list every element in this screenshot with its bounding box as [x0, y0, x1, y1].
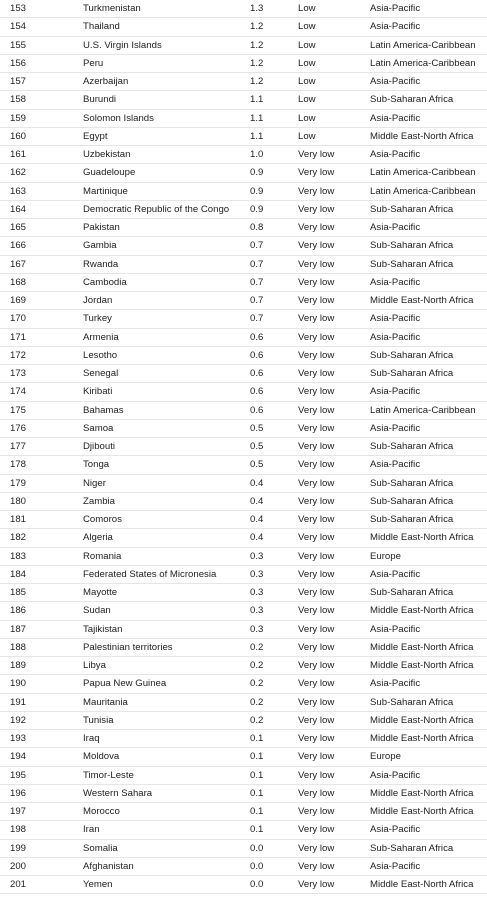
country-cell: Democratic Republic of the Congo [83, 203, 230, 215]
region-cell: Asia-Pacific [370, 222, 421, 233]
rank-cell: 183 [10, 550, 27, 562]
level-cell: Very low [298, 714, 335, 726]
rank-cell: 189 [10, 660, 27, 671]
score-cell: 0.4 [250, 514, 264, 525]
table-row [0, 529, 487, 547]
score-cell: 0.7 [250, 240, 264, 252]
score-cell: 0.2 [250, 714, 264, 726]
region-cell: Asia-Pacific [370, 3, 421, 14]
country-cell: Uzbekistan [83, 149, 131, 160]
level-cell: Very low [298, 368, 335, 379]
table-row [0, 164, 487, 182]
rank-cell: 172 [10, 349, 27, 361]
table-row [0, 365, 487, 383]
score-cell: 0.7 [250, 276, 264, 288]
rank-cell: 162 [10, 167, 27, 179]
score-cell: 0.7 [250, 313, 264, 325]
score-cell: 1.0 [250, 149, 264, 160]
table-row [0, 91, 487, 109]
country-cell: Palestinian territories [83, 641, 173, 653]
country-cell: Romania [83, 550, 122, 562]
country-cell: Bahamas [83, 404, 124, 416]
country-cell: Tunisia [83, 714, 114, 726]
rank-cell: 200 [10, 860, 27, 872]
level-cell: Very low [298, 514, 335, 525]
score-cell: 0.2 [250, 660, 264, 671]
region-cell: Sub-Saharan Africa [370, 477, 454, 489]
table-row [0, 566, 487, 584]
level-cell: Very low [298, 185, 335, 197]
region-cell: Latin America-Caribbean [370, 167, 476, 179]
region-cell: Middle East-North Africa [370, 532, 474, 544]
rank-cell: 187 [10, 623, 27, 635]
rank-cell: 198 [10, 824, 27, 836]
level-cell: Very low [298, 313, 335, 325]
table-row [0, 183, 487, 201]
rank-cell: 157 [10, 76, 27, 87]
rank-cell: 169 [10, 295, 27, 306]
level-cell: Low [298, 76, 316, 87]
level-cell: Very low [298, 203, 335, 215]
country-cell: Burundi [83, 94, 117, 106]
rank-cell: 179 [10, 477, 27, 489]
country-cell: Mauritania [83, 696, 128, 708]
score-cell: 0.3 [250, 587, 264, 598]
score-cell: 1.2 [250, 57, 264, 69]
country-cell: Mayotte [83, 587, 118, 598]
region-cell: Latin America-Caribbean [370, 57, 476, 69]
score-cell: 0.3 [250, 568, 264, 580]
country-cell: Algeria [83, 532, 113, 544]
table-row [0, 803, 487, 821]
table-row [0, 730, 487, 748]
level-cell: Very low [298, 495, 335, 507]
region-cell: Middle East-North Africa [370, 641, 474, 653]
region-cell: Asia-Pacific [370, 860, 421, 872]
score-cell: 0.4 [250, 477, 264, 489]
country-cell: Tonga [83, 459, 110, 471]
level-cell: Low [298, 112, 316, 124]
score-cell: 0.6 [250, 368, 264, 379]
region-cell: Asia-Pacific [370, 568, 421, 580]
region-cell: Middle East-North Africa [370, 806, 474, 817]
table-row [0, 694, 487, 712]
country-cell: Morocco [83, 806, 120, 817]
country-cell: Martinique [83, 185, 128, 197]
table-row [0, 712, 487, 730]
region-cell: Latin America-Caribbean [370, 39, 476, 51]
rank-cell: 153 [10, 3, 27, 14]
rank-cell: 163 [10, 185, 27, 197]
score-cell: 0.9 [250, 185, 264, 197]
table-row [0, 383, 487, 401]
country-cell: Federated States of Micronesia [83, 568, 217, 580]
table-row [0, 329, 487, 347]
rank-cell: 192 [10, 714, 27, 726]
score-cell: 0.1 [250, 787, 264, 799]
rank-cell: 174 [10, 386, 27, 398]
country-cell: Papua New Guinea [83, 678, 167, 690]
region-cell: Asia-Pacific [370, 149, 421, 160]
table-row [0, 548, 487, 566]
rank-cell: 186 [10, 605, 27, 617]
level-cell: Very low [298, 733, 335, 744]
rank-cell: 193 [10, 733, 27, 744]
region-cell: Asia-Pacific [370, 313, 421, 325]
level-cell: Very low [298, 806, 335, 817]
score-cell: 0.9 [250, 167, 264, 179]
level-cell: Low [298, 3, 316, 14]
country-cell: Moldova [83, 751, 120, 763]
country-cell: Turkmenistan [83, 3, 141, 14]
table-row [0, 748, 487, 766]
score-cell: 0.0 [250, 879, 264, 890]
table-row [0, 37, 487, 55]
rank-cell: 160 [10, 130, 27, 142]
table-row [0, 438, 487, 456]
table-row [0, 767, 487, 785]
region-cell: Europe [370, 550, 401, 562]
score-cell: 0.3 [250, 623, 264, 635]
region-cell: Sub-Saharan Africa [370, 258, 454, 270]
level-cell: Very low [298, 532, 335, 544]
region-cell: Sub-Saharan Africa [370, 441, 454, 452]
level-cell: Very low [298, 441, 335, 452]
table-row [0, 256, 487, 274]
table-row [0, 55, 487, 73]
table-row [0, 18, 487, 36]
table-row [0, 402, 487, 420]
country-cell: Sudan [83, 605, 111, 617]
table-row [0, 657, 487, 675]
score-cell: 0.3 [250, 550, 264, 562]
level-cell: Very low [298, 167, 335, 179]
country-cell: Afghanistan [83, 860, 134, 872]
score-cell: 0.6 [250, 331, 264, 343]
table-row [0, 858, 487, 876]
score-cell: 1.1 [250, 130, 264, 142]
rank-cell: 176 [10, 422, 27, 434]
level-cell: Very low [298, 879, 335, 890]
country-cell: Guadeloupe [83, 167, 136, 179]
table-row [0, 146, 487, 164]
country-cell: Comoros [83, 514, 122, 525]
score-cell: 0.5 [250, 441, 264, 452]
rank-cell: 168 [10, 276, 27, 288]
region-cell: Sub-Saharan Africa [370, 368, 454, 379]
level-cell: Very low [298, 386, 335, 398]
region-cell: Sub-Saharan Africa [370, 349, 454, 361]
score-cell: 0.6 [250, 386, 264, 398]
region-cell: Sub-Saharan Africa [370, 842, 454, 854]
level-cell: Very low [298, 240, 335, 252]
region-cell: Europe [370, 751, 401, 763]
country-cell: Iraq [83, 733, 100, 744]
region-cell: Asia-Pacific [370, 623, 421, 635]
region-cell: Sub-Saharan Africa [370, 587, 454, 598]
level-cell: Low [298, 94, 316, 106]
country-cell: Turkey [83, 313, 112, 325]
score-cell: 0.5 [250, 422, 264, 434]
region-cell: Asia-Pacific [370, 824, 421, 836]
region-cell: Asia-Pacific [370, 769, 421, 781]
country-cell: Egypt [83, 130, 108, 142]
region-cell: Latin America-Caribbean [370, 185, 476, 197]
level-cell: Very low [298, 349, 335, 361]
region-cell: Middle East-North Africa [370, 295, 474, 306]
table-row [0, 128, 487, 146]
rank-cell: 164 [10, 203, 27, 215]
table-row [0, 840, 487, 858]
level-cell: Very low [298, 623, 335, 635]
rank-cell: 201 [10, 879, 27, 890]
table-row [0, 201, 487, 219]
country-cell: Rwanda [83, 258, 119, 270]
country-cell: Kiribati [83, 386, 113, 398]
table-row [0, 821, 487, 839]
region-cell: Sub-Saharan Africa [370, 240, 454, 252]
score-cell: 0.1 [250, 733, 264, 744]
level-cell: Very low [298, 477, 335, 489]
level-cell: Very low [298, 295, 335, 306]
table-row [0, 675, 487, 693]
table-row [0, 310, 487, 328]
level-cell: Very low [298, 459, 335, 471]
score-cell: 0.1 [250, 751, 264, 763]
country-cell: Libya [83, 660, 106, 671]
rank-cell: 184 [10, 568, 27, 580]
level-cell: Very low [298, 587, 335, 598]
region-cell: Asia-Pacific [370, 112, 421, 124]
country-cell: Cambodia [83, 276, 127, 288]
rank-cell: 171 [10, 331, 27, 343]
region-cell: Sub-Saharan Africa [370, 203, 454, 215]
score-cell: 0.2 [250, 696, 264, 708]
table-row [0, 602, 487, 620]
level-cell: Very low [298, 769, 335, 781]
region-cell: Asia-Pacific [370, 422, 421, 434]
level-cell: Very low [298, 860, 335, 872]
level-cell: Very low [298, 222, 335, 233]
region-cell: Sub-Saharan Africa [370, 495, 454, 507]
table-row [0, 876, 487, 894]
rank-cell: 170 [10, 313, 27, 325]
region-cell: Sub-Saharan Africa [370, 94, 454, 106]
level-cell: Very low [298, 550, 335, 562]
score-cell: 1.1 [250, 112, 264, 124]
level-cell: Very low [298, 641, 335, 653]
score-cell: 0.9 [250, 203, 264, 215]
score-cell: 0.3 [250, 605, 264, 617]
region-cell: Middle East-North Africa [370, 605, 474, 617]
table-row [0, 584, 487, 602]
country-cell: Thailand [83, 21, 120, 33]
country-cell: Azerbaijan [83, 76, 129, 87]
level-cell: Very low [298, 149, 335, 160]
rank-cell: 180 [10, 495, 27, 507]
country-cell: Jordan [83, 295, 113, 306]
rank-cell: 197 [10, 806, 27, 817]
country-cell: U.S. Virgin Islands [83, 39, 162, 51]
score-cell: 0.1 [250, 769, 264, 781]
level-cell: Very low [298, 422, 335, 434]
score-cell: 1.2 [250, 21, 264, 33]
score-cell: 1.2 [250, 39, 264, 51]
level-cell: Very low [298, 404, 335, 416]
region-cell: Middle East-North Africa [370, 733, 474, 744]
region-cell: Middle East-North Africa [370, 660, 474, 671]
region-cell: Asia-Pacific [370, 386, 421, 398]
country-cell: Somalia [83, 842, 118, 854]
country-cell: Yemen [83, 879, 113, 890]
country-cell: Niger [83, 477, 106, 489]
score-cell: 0.7 [250, 295, 264, 306]
region-cell: Middle East-North Africa [370, 130, 474, 142]
region-cell: Middle East-North Africa [370, 714, 474, 726]
country-cell: Pakistan [83, 222, 120, 233]
table-row [0, 237, 487, 255]
score-cell: 0.8 [250, 222, 264, 233]
score-cell: 1.2 [250, 76, 264, 87]
level-cell: Very low [298, 276, 335, 288]
level-cell: Very low [298, 751, 335, 763]
rank-cell: 181 [10, 514, 27, 525]
table-row [0, 639, 487, 657]
level-cell: Low [298, 39, 316, 51]
region-cell: Latin America-Caribbean [370, 404, 476, 416]
score-cell: 0.0 [250, 860, 264, 872]
rank-cell: 156 [10, 57, 27, 69]
score-cell: 0.0 [250, 842, 264, 854]
rank-cell: 185 [10, 587, 27, 598]
region-cell: Asia-Pacific [370, 459, 421, 471]
country-cell: Western Sahara [83, 787, 153, 799]
level-cell: Very low [298, 824, 335, 836]
rank-cell: 182 [10, 532, 27, 544]
score-cell: 0.2 [250, 678, 264, 690]
score-cell: 0.7 [250, 258, 264, 270]
region-cell: Asia-Pacific [370, 21, 421, 33]
table-row [0, 785, 487, 803]
rank-cell: 161 [10, 149, 27, 160]
country-cell: Samoa [83, 422, 114, 434]
level-cell: Very low [298, 660, 335, 671]
table-row [0, 110, 487, 128]
table-row [0, 292, 487, 310]
country-cell: Solomon Islands [83, 112, 154, 124]
rank-cell: 191 [10, 696, 27, 708]
table-row [0, 0, 487, 18]
score-cell: 0.6 [250, 404, 264, 416]
country-cell: Senegal [83, 368, 119, 379]
rank-cell: 178 [10, 459, 27, 471]
table-row [0, 274, 487, 292]
table-row [0, 73, 487, 91]
rank-cell: 173 [10, 368, 27, 379]
rank-cell: 159 [10, 112, 27, 124]
rank-cell: 165 [10, 222, 27, 233]
rank-cell: 194 [10, 751, 27, 763]
region-cell: Asia-Pacific [370, 76, 421, 87]
level-cell: Low [298, 21, 316, 33]
country-cell: Zambia [83, 495, 115, 507]
region-cell: Asia-Pacific [370, 678, 421, 690]
score-cell: 0.6 [250, 349, 264, 361]
table-row [0, 219, 487, 237]
rank-cell: 188 [10, 641, 27, 653]
level-cell: Very low [298, 605, 335, 617]
country-cell: Djibouti [83, 441, 115, 452]
country-cell: Peru [83, 57, 104, 69]
rank-cell: 195 [10, 769, 27, 781]
table-row [0, 475, 487, 493]
rank-cell: 158 [10, 94, 27, 106]
level-cell: Low [298, 130, 316, 142]
level-cell: Very low [298, 258, 335, 270]
score-cell: 0.1 [250, 806, 264, 817]
level-cell: Low [298, 57, 316, 69]
region-cell: Asia-Pacific [370, 276, 421, 288]
region-cell: Middle East-North Africa [370, 787, 474, 799]
country-cell: Timor-Leste [83, 769, 134, 781]
rank-cell: 166 [10, 240, 27, 252]
region-cell: Sub-Saharan Africa [370, 514, 454, 525]
rank-cell: 155 [10, 39, 27, 51]
country-cell: Iran [83, 824, 100, 836]
country-cell: Tajikistan [83, 623, 123, 635]
table-row [0, 511, 487, 529]
level-cell: Very low [298, 568, 335, 580]
score-cell: 0.4 [250, 495, 264, 507]
table-row [0, 347, 487, 365]
country-cell: Gambia [83, 240, 117, 252]
score-cell: 0.5 [250, 459, 264, 471]
rank-cell: 199 [10, 842, 27, 854]
country-cell: Lesotho [83, 349, 118, 361]
rank-cell: 175 [10, 404, 27, 416]
score-cell: 1.1 [250, 94, 264, 106]
rank-cell: 154 [10, 21, 27, 33]
score-cell: 0.4 [250, 532, 264, 544]
score-cell: 0.2 [250, 641, 264, 653]
level-cell: Very low [298, 787, 335, 799]
country-cell: Armenia [83, 331, 119, 343]
table-row [0, 420, 487, 438]
table-row [0, 621, 487, 639]
table-row [0, 456, 487, 474]
level-cell: Very low [298, 842, 335, 854]
level-cell: Very low [298, 696, 335, 708]
rank-cell: 196 [10, 787, 27, 799]
region-cell: Asia-Pacific [370, 331, 421, 343]
table-row [0, 493, 487, 511]
level-cell: Very low [298, 331, 335, 343]
score-cell: 1.3 [250, 3, 264, 14]
region-cell: Middle East-North Africa [370, 879, 474, 890]
rank-cell: 167 [10, 258, 27, 270]
score-cell: 0.1 [250, 824, 264, 836]
rank-cell: 177 [10, 441, 27, 452]
level-cell: Very low [298, 678, 335, 690]
rank-cell: 190 [10, 678, 27, 690]
region-cell: Sub-Saharan Africa [370, 696, 454, 708]
